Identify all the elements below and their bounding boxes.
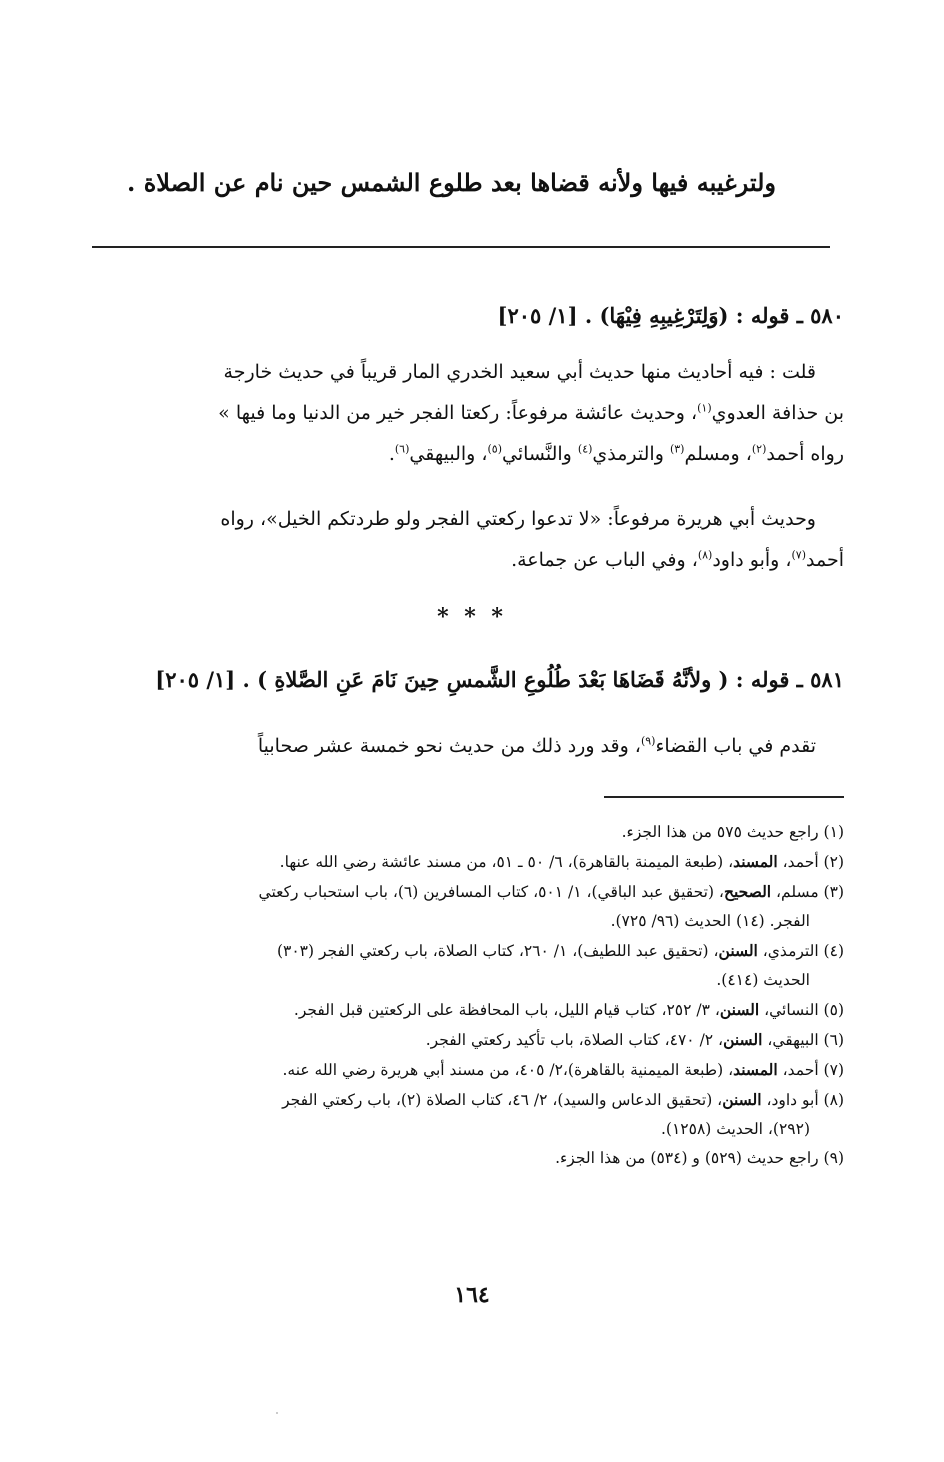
text-run: وحديث أبي هريرة مرفوعاً: «لا تدعوا ركعتي الفجر ولو طردتكم الخيل»، رواه [220,508,816,530]
paragraph-line [109,434,844,475]
footnote-ref-5[interactable]: (٥) [487,442,502,456]
text-run: ، (تحقيق الدعاس والسيد)، ٢/ ٤٦، كتاب الصلاة (٢)، باب ركعتي الفجر [282,1091,723,1109]
text-run: (٢) أحمد، [777,853,844,871]
footnote-ref-6[interactable]: (٦) [394,442,410,456]
text-run: أحمد [806,549,844,571]
footnote-ref-7[interactable]: (٧) [791,548,807,562]
footnote-9: (٩) راجع حديث (٥٢٩) و (٥٣٤) من هذا الجزء. [555,1149,844,1167]
source-title: المسند [733,852,778,871]
text-run: (٥) النسائي، [759,1001,844,1019]
paragraph-line [109,352,844,393]
text-run: ، وقد ورد ذلك من حديث نحو خمسة عشر صحابياً [257,735,641,757]
text-run: والنَّسائي [502,443,578,465]
text-run: ، (طبعة الميمنة بالقاهرة)، ٦/ ٥٠ ـ ٥١، من مسند عائشة رضي الله عنها. [279,853,734,871]
footnote-4-continued: الحديث (٤١٤). [716,971,810,989]
header-divider [92,246,830,248]
source-title: المسند [733,1060,778,1079]
footnote-3-continued: الفجر. (١٤) الحديث (٩٦/ ٧٢٥). [610,912,810,930]
footnote-ref-3[interactable]: (٣) [669,442,685,456]
text-run: (٨) أبو داود، [761,1091,844,1109]
text-run: بن حذافة العدوي [711,402,844,424]
text-run: ، والبيهقي [409,443,488,465]
footnote-3 [109,877,844,907]
text-run: ، (تحقيق عبد الباقي)، ١/ ٥٠١، كتاب المسافرين (٦)، باب استحباب ركعتي [258,883,724,901]
text-run: قلت : فيه أحاديث منها حديث أبي سعيد الخدري المار قريباً في حديث خارجة [223,361,816,383]
source-title: السنن [722,1090,762,1109]
text-run: ، (طبعة الميمنية بالقاهرة)،٢/ ٤٠٥، من مسند أبي هريرة رضي الله عنه. [282,1061,734,1079]
entry-581-heading: ٥٨١ ـ قوله : ( ولأنَّهُ قَضَاهَا بَعْدَ طُلُوعِ الشَّمسِ حِينَ نَامَ عَنِ الصَّلاةِ ) . [١/ ٢٠٥] [155,667,844,692]
footnote-ref-1[interactable]: (١) [697,401,712,415]
footnote-1: (١) راجع حديث ٥٧٥ من هذا الجزء. [621,823,844,841]
text-run: تقدم في باب القضاء [655,735,816,757]
paragraph-line [109,499,844,540]
source-title: السنن [718,941,758,960]
entry-580-paragraph-1 [109,352,844,475]
footnote-4 [109,936,844,966]
footnote-6 [109,1025,844,1055]
text-run: ، وفي الباب عن جماعة. [511,549,698,571]
source-title: الصحيح [723,882,772,901]
section-separator: * * * [437,604,507,630]
text-run: ، ٣/ ٢٥٢، كتاب قيام الليل، باب المحافظة على الركعتين قبل الفجر. [293,1001,720,1019]
source-title: السنن [723,1030,763,1049]
entry-580-paragraph-2 [109,499,844,581]
text-run: ، ومسلم [684,443,752,465]
footnote-ref-8[interactable]: (٨) [697,548,713,562]
source-title: السنن [719,1000,760,1019]
paragraph-line [109,726,844,767]
text-run: رواه أحمد [766,443,844,465]
text-run: (٣) مسلم، [771,883,844,901]
footnote-7 [109,1055,844,1085]
text-run: (٧) أحمد، [777,1061,844,1079]
text-run: ، وحديث عائشة مرفوعاً: ركعتا الفجر خير من الدنيا وما فيها » [218,402,698,424]
footnote-8-continued: (٢٩٢)، الحديث (١٢٥٨). [661,1120,810,1138]
footnote-8 [109,1085,844,1115]
footnote-ref-2[interactable]: (٢) [751,442,767,456]
text-run: (٤) الترمذي، [757,942,844,960]
footnote-2 [109,847,844,877]
scan-speck [276,1412,278,1414]
text-run: والترمذي [592,443,670,465]
text-run: . [388,443,395,465]
text-run: ، (تحقيق عبد اللطيف)، ١/ ٢٦٠، كتاب الصلاة، باب ركعتي الفجر (٣٠٣) [276,942,719,960]
text-run: ، وأبو داود [712,549,792,571]
footnote-5 [109,995,844,1025]
paragraph-line [109,393,844,434]
paragraph-line [109,540,844,581]
footnote-divider [604,796,844,798]
matn-text: ولترغيبه فيها ولأنه قضاها بعد طلوع الشمس حين نام عن الصلاة . [127,168,776,197]
footnote-ref-4[interactable]: (٤) [577,442,593,456]
text-run: ، ٢/ ٤٧٠، كتاب الصلاة، باب تأكيد ركعتي الفجر. [425,1031,724,1049]
entry-580-heading: ٥٨٠ ـ قوله : (وَلِتَرْغِيبِهِ فِيْهَا) . [١/ ٢٠٥] [497,303,844,328]
entry-581-paragraph-1 [109,726,844,767]
footnote-ref-9[interactable]: (٩) [640,734,656,748]
footnotes-section [109,818,844,1173]
page-number: ١٦٤ [454,1282,490,1308]
text-run: (٦) البيهقي، [762,1031,844,1049]
